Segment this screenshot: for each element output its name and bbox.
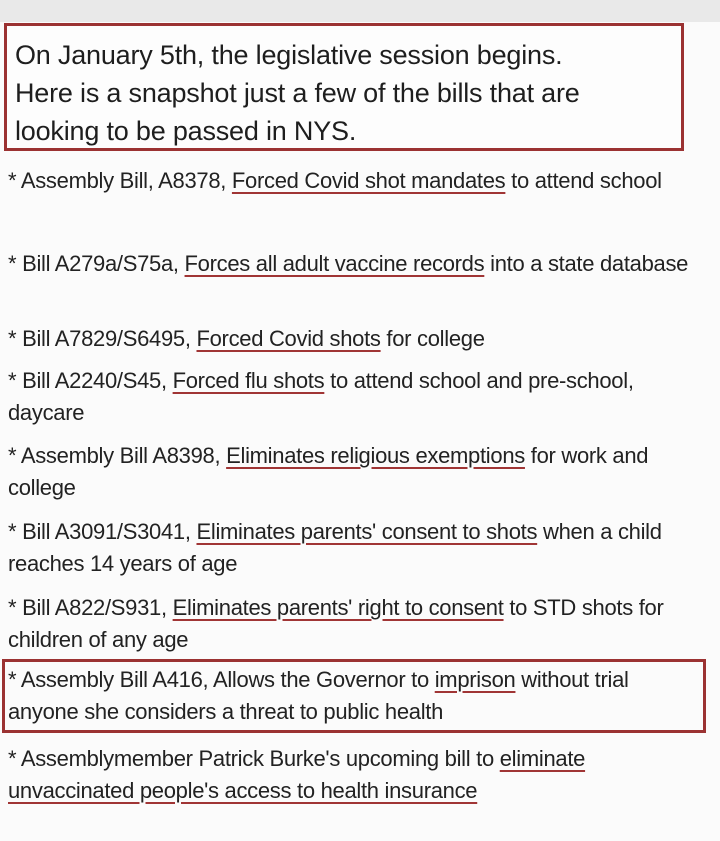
bill-text: * Bill A822/S931, bbox=[8, 595, 173, 620]
bill-text: to attend school bbox=[505, 168, 662, 193]
top-margin bbox=[0, 0, 720, 22]
bill-highlight: eliminate unvaccinated people's access to health insurance bbox=[8, 746, 586, 803]
bill-highlight: Forces all adult vaccine records bbox=[184, 251, 485, 276]
bill-text: for college bbox=[380, 326, 485, 351]
bill-item bbox=[0, 165, 668, 197]
bill-item bbox=[0, 592, 716, 656]
bill-highlight: Forced Covid shots bbox=[196, 326, 381, 351]
headline-box bbox=[4, 23, 684, 151]
bill-text: * Bill A279a/S75a, bbox=[8, 251, 185, 276]
headline-text bbox=[15, 36, 675, 150]
bill-text: into a state database bbox=[484, 251, 689, 276]
bill-text: for work and college bbox=[8, 443, 649, 500]
bill-text: when a child reaches 14 years of age bbox=[8, 519, 662, 576]
bill-text: * Assemblymember Patrick Burke's upcoming bill to bbox=[8, 746, 500, 771]
bill-text: without trial anyone she considers a threat to public health bbox=[8, 667, 629, 724]
bill-item-highlighted bbox=[2, 659, 706, 733]
bill-text: * Assembly Bill A416, Allows the Governor to bbox=[8, 667, 435, 692]
bill-item bbox=[0, 743, 716, 807]
bill-item bbox=[0, 365, 716, 429]
bill-highlight: Eliminates religious exemptions bbox=[226, 443, 525, 468]
bill-highlight: imprison bbox=[434, 667, 516, 692]
bill-highlight: Forced Covid shot mandates bbox=[231, 168, 506, 193]
bill-text: to STD shots for children of any age bbox=[8, 595, 664, 652]
bill-text: * Assembly Bill, A8378, bbox=[8, 168, 232, 193]
bill-item bbox=[0, 440, 716, 504]
headline-line-1: On January 5th, the legislative session begins. bbox=[15, 40, 563, 70]
bill-text: * Bill A7829/S6495, bbox=[8, 326, 197, 351]
bill-item bbox=[0, 323, 491, 355]
bill-text: to attend school and pre-school, daycare bbox=[8, 368, 634, 425]
bill-highlight: Forced flu shots bbox=[172, 368, 325, 393]
bill-item bbox=[0, 516, 716, 580]
bill-text: * Assembly Bill A8398, bbox=[8, 443, 227, 468]
headline-line-2: Here is a snapshot just a few of the bills that are bbox=[15, 78, 580, 108]
bill-item bbox=[0, 248, 694, 280]
headline-line-3: looking to be passed in NYS. bbox=[15, 116, 357, 146]
bill-text: * Bill A2240/S45, bbox=[8, 368, 173, 393]
bill-text: * Bill A3091/S3041, bbox=[8, 519, 197, 544]
bill-highlight: Eliminates parents' consent to shots bbox=[196, 519, 538, 544]
bill-highlight: Eliminates parents' right to consent bbox=[172, 595, 504, 620]
